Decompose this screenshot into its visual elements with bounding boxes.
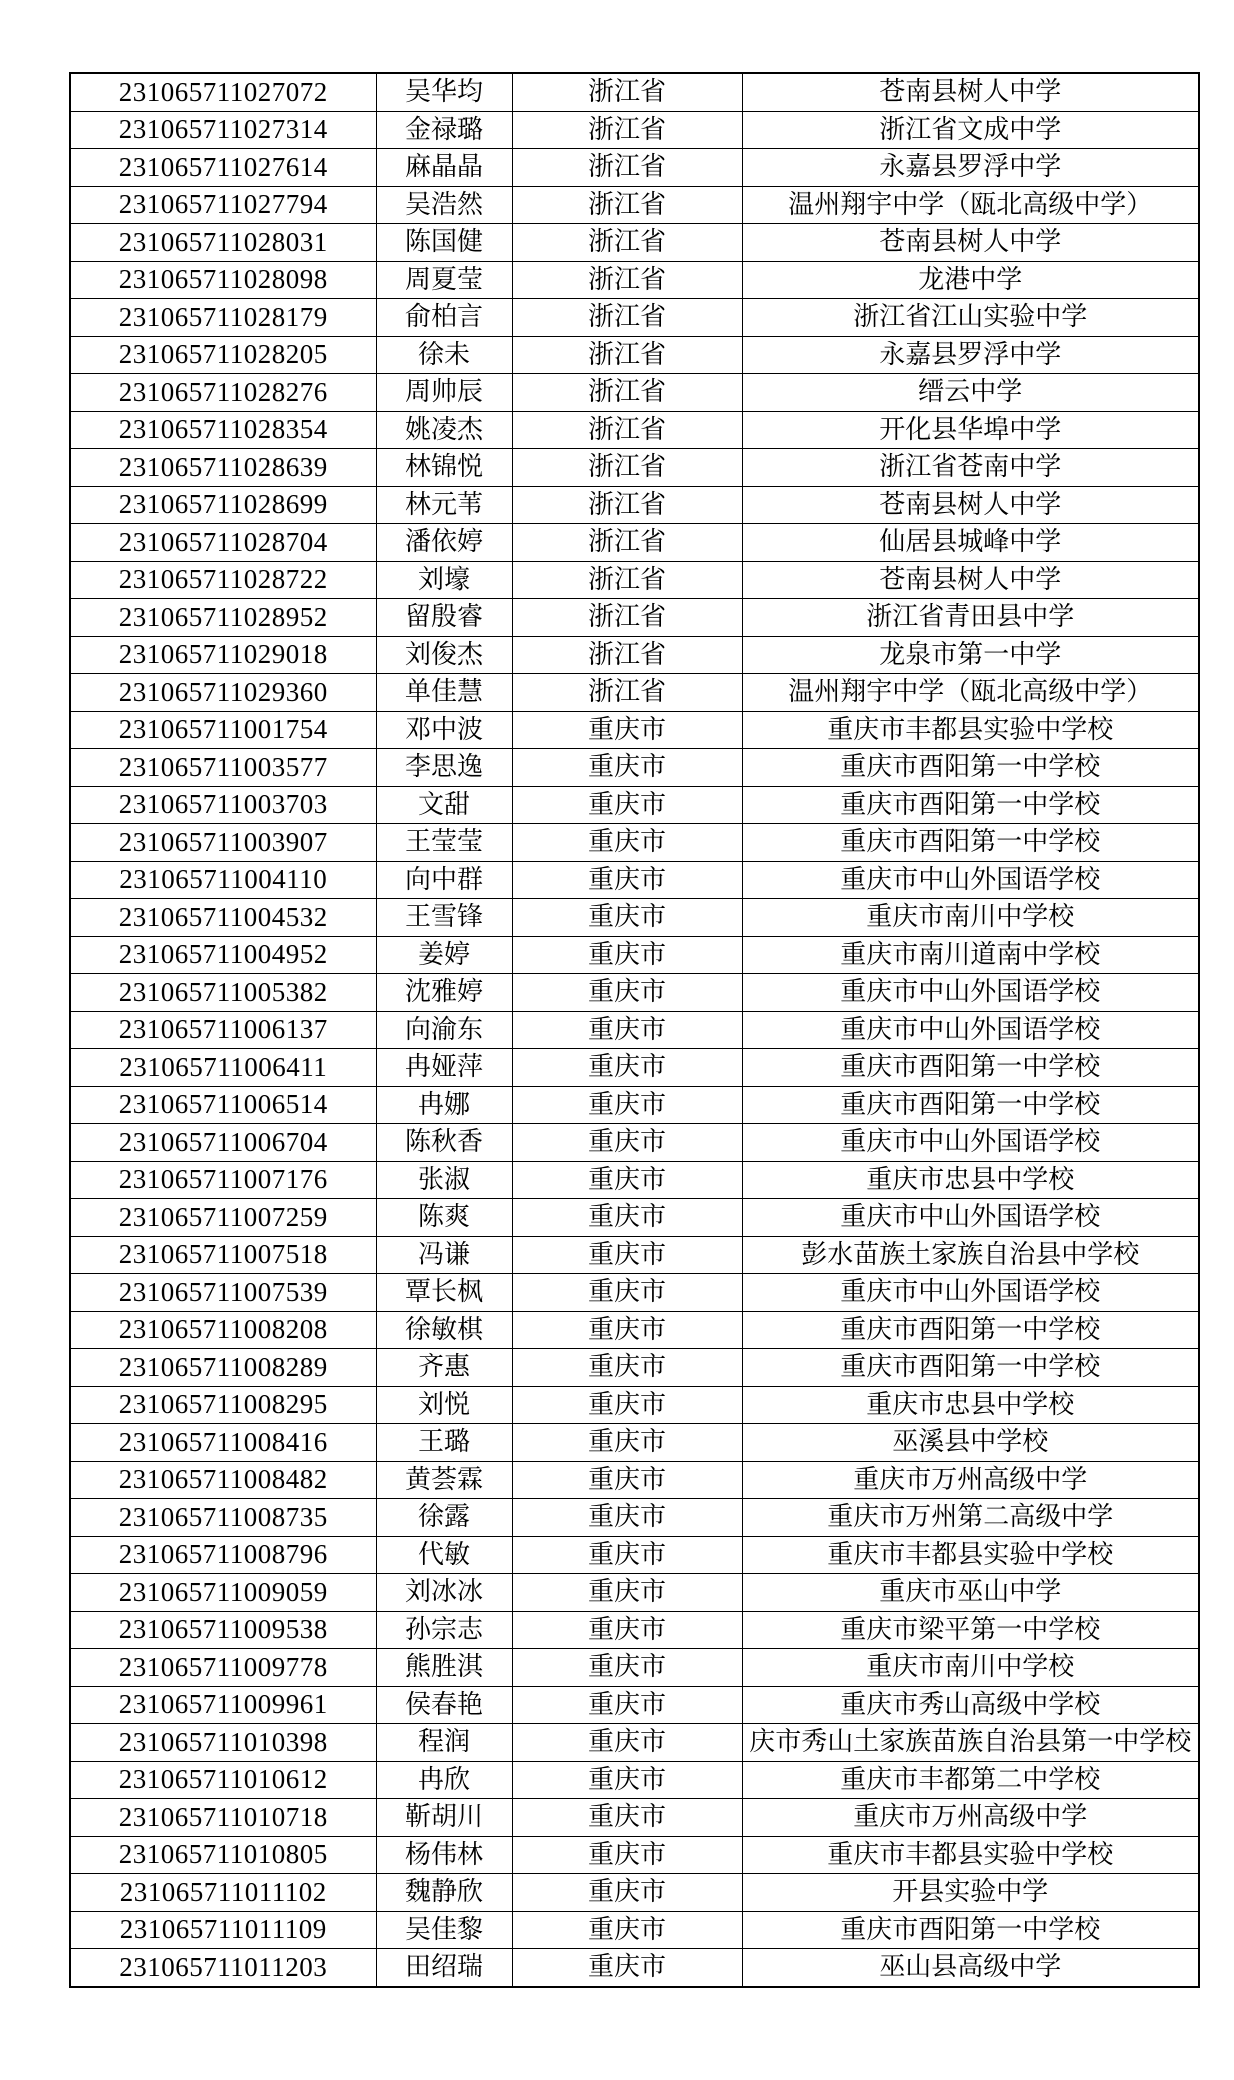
student-name-cell: 程润 [376, 1724, 512, 1762]
school-cell: 重庆市万州第二高级中学 [742, 1499, 1199, 1537]
table-row [70, 1949, 1199, 1987]
table-row [70, 899, 1199, 937]
school-cell: 苍南县树人中学 [742, 561, 1199, 599]
student-name-cell: 邓中波 [376, 711, 512, 749]
exam-id-cell: 231065711010805 [70, 1836, 376, 1874]
exam-id-cell: 231065711008796 [70, 1536, 376, 1574]
table-row [70, 1724, 1199, 1762]
student-name-cell: 周夏莹 [376, 261, 512, 299]
student-name-cell: 王璐 [376, 1424, 512, 1462]
province-cell: 浙江省 [512, 261, 742, 299]
school-cell: 开县实验中学 [742, 1874, 1199, 1912]
table-row [70, 524, 1199, 562]
table-row [70, 674, 1199, 712]
exam-id-cell: 231065711006514 [70, 1086, 376, 1124]
exam-id-cell: 231065711011203 [70, 1949, 376, 1987]
school-cell: 缙云中学 [742, 374, 1199, 412]
table-row [70, 786, 1199, 824]
school-cell: 重庆市中山外国语学校 [742, 1011, 1199, 1049]
exam-id-cell: 231065711011102 [70, 1874, 376, 1912]
exam-id-cell: 231065711006137 [70, 1011, 376, 1049]
province-cell: 重庆市 [512, 1386, 742, 1424]
exam-id-cell: 231065711008289 [70, 1349, 376, 1387]
province-cell: 浙江省 [512, 336, 742, 374]
school-cell: 仙居县城峰中学 [742, 524, 1199, 562]
exam-id-cell: 231065711028098 [70, 261, 376, 299]
student-name-cell: 田绍瑞 [376, 1949, 512, 1987]
school-cell: 重庆市酉阳第一中学校 [742, 786, 1199, 824]
student-name-cell: 李思逸 [376, 749, 512, 787]
province-cell: 浙江省 [512, 73, 742, 111]
province-cell: 重庆市 [512, 1461, 742, 1499]
school-cell: 浙江省江山实验中学 [742, 299, 1199, 337]
student-name-cell: 魏静欣 [376, 1874, 512, 1912]
student-name-cell: 向渝东 [376, 1011, 512, 1049]
student-name-cell: 孙宗志 [376, 1611, 512, 1649]
student-name-cell: 姚凌杰 [376, 411, 512, 449]
table-row [70, 936, 1199, 974]
exam-id-cell: 231065711008735 [70, 1499, 376, 1537]
student-name-cell: 代敏 [376, 1536, 512, 1574]
exam-id-cell: 231065711007259 [70, 1199, 376, 1237]
exam-id-cell: 231065711028952 [70, 599, 376, 637]
student-name-cell: 麻晶晶 [376, 149, 512, 187]
school-cell: 永嘉县罗浮中学 [742, 149, 1199, 187]
school-cell: 重庆市巫山中学 [742, 1574, 1199, 1612]
province-cell: 重庆市 [512, 1049, 742, 1087]
school-cell: 浙江省苍南中学 [742, 449, 1199, 487]
school-cell: 重庆市丰都县实验中学校 [742, 1836, 1199, 1874]
table-row [70, 1536, 1199, 1574]
table-row [70, 73, 1199, 111]
table-row [70, 1161, 1199, 1199]
student-name-cell: 林锦悦 [376, 449, 512, 487]
exam-id-cell: 231065711027314 [70, 111, 376, 149]
table-row [70, 111, 1199, 149]
student-name-cell: 文甜 [376, 786, 512, 824]
student-name-cell: 冯谦 [376, 1236, 512, 1274]
table-row [70, 749, 1199, 787]
province-cell: 重庆市 [512, 1311, 742, 1349]
school-cell: 彭水苗族土家族自治县中学校 [742, 1236, 1199, 1274]
student-name-cell: 沈雅婷 [376, 974, 512, 1012]
exam-id-cell: 231065711010718 [70, 1799, 376, 1837]
school-cell: 重庆市酉阳第一中学校 [742, 1049, 1199, 1087]
table-row [70, 561, 1199, 599]
province-cell: 重庆市 [512, 749, 742, 787]
school-cell: 庆市秀山土家族苗族自治县第一中学校 [742, 1724, 1199, 1762]
province-cell: 浙江省 [512, 149, 742, 187]
table-row [70, 224, 1199, 262]
student-name-cell: 刘悦 [376, 1386, 512, 1424]
exam-id-cell: 231065711006411 [70, 1049, 376, 1087]
school-cell: 重庆市丰都县实验中学校 [742, 711, 1199, 749]
province-cell: 浙江省 [512, 636, 742, 674]
province-cell: 浙江省 [512, 374, 742, 412]
table-row [70, 1386, 1199, 1424]
school-cell: 重庆市中山外国语学校 [742, 1274, 1199, 1312]
province-cell: 重庆市 [512, 1574, 742, 1612]
table-row [70, 1574, 1199, 1612]
exam-id-cell: 231065711029018 [70, 636, 376, 674]
school-cell: 重庆市忠县中学校 [742, 1161, 1199, 1199]
table-row [70, 149, 1199, 187]
student-name-cell: 陈爽 [376, 1199, 512, 1237]
roster-body [70, 73, 1199, 1987]
student-name-cell: 杨伟林 [376, 1836, 512, 1874]
student-name-cell: 张淑 [376, 1161, 512, 1199]
table-row [70, 1799, 1199, 1837]
exam-id-cell: 231065711027072 [70, 73, 376, 111]
table-row [70, 1311, 1199, 1349]
province-cell: 重庆市 [512, 1199, 742, 1237]
exam-id-cell: 231065711028722 [70, 561, 376, 599]
student-name-cell: 陈秋香 [376, 1124, 512, 1162]
table-row [70, 1836, 1199, 1874]
province-cell: 重庆市 [512, 1011, 742, 1049]
school-cell: 重庆市南川道南中学校 [742, 936, 1199, 974]
school-cell: 重庆市南川中学校 [742, 899, 1199, 937]
exam-id-cell: 231065711009778 [70, 1649, 376, 1687]
student-name-cell: 冉欣 [376, 1761, 512, 1799]
table-row [70, 1686, 1199, 1724]
province-cell: 重庆市 [512, 1424, 742, 1462]
exam-id-cell: 231065711009961 [70, 1686, 376, 1724]
province-cell: 浙江省 [512, 186, 742, 224]
exam-id-cell: 231065711010612 [70, 1761, 376, 1799]
province-cell: 重庆市 [512, 1761, 742, 1799]
school-cell: 重庆市丰都县实验中学校 [742, 1536, 1199, 1574]
province-cell: 浙江省 [512, 111, 742, 149]
exam-id-cell: 231065711009059 [70, 1574, 376, 1612]
school-cell: 重庆市酉阳第一中学校 [742, 1311, 1199, 1349]
exam-id-cell: 231065711004952 [70, 936, 376, 974]
table-row [70, 1874, 1199, 1912]
student-name-cell: 刘冰冰 [376, 1574, 512, 1612]
exam-id-cell: 231065711008416 [70, 1424, 376, 1462]
table-row [70, 1424, 1199, 1462]
table-row [70, 1499, 1199, 1537]
student-name-cell: 冉娅萍 [376, 1049, 512, 1087]
province-cell: 重庆市 [512, 1124, 742, 1162]
table-row [70, 336, 1199, 374]
province-cell: 重庆市 [512, 1349, 742, 1387]
student-roster-table [69, 72, 1200, 1988]
table-row [70, 1649, 1199, 1687]
student-name-cell: 吴华均 [376, 73, 512, 111]
school-cell: 开化县华埠中学 [742, 411, 1199, 449]
exam-id-cell: 231065711007539 [70, 1274, 376, 1312]
province-cell: 重庆市 [512, 786, 742, 824]
province-cell: 重庆市 [512, 1649, 742, 1687]
province-cell: 浙江省 [512, 599, 742, 637]
student-name-cell: 刘俊杰 [376, 636, 512, 674]
province-cell: 浙江省 [512, 486, 742, 524]
province-cell: 重庆市 [512, 1724, 742, 1762]
school-cell: 重庆市中山外国语学校 [742, 1124, 1199, 1162]
student-name-cell: 徐敏棋 [376, 1311, 512, 1349]
table-row [70, 599, 1199, 637]
table-row [70, 186, 1199, 224]
exam-id-cell: 231065711028031 [70, 224, 376, 262]
province-cell: 浙江省 [512, 561, 742, 599]
province-cell: 重庆市 [512, 936, 742, 974]
school-cell: 重庆市丰都第二中学校 [742, 1761, 1199, 1799]
table-row [70, 449, 1199, 487]
school-cell: 重庆市万州高级中学 [742, 1799, 1199, 1837]
exam-id-cell: 231065711007176 [70, 1161, 376, 1199]
exam-id-cell: 231065711008482 [70, 1461, 376, 1499]
school-cell: 永嘉县罗浮中学 [742, 336, 1199, 374]
school-cell: 巫山县高级中学 [742, 1949, 1199, 1987]
exam-id-cell: 231065711004532 [70, 899, 376, 937]
province-cell: 重庆市 [512, 1874, 742, 1912]
province-cell: 重庆市 [512, 1499, 742, 1537]
province-cell: 重庆市 [512, 1536, 742, 1574]
student-name-cell: 齐惠 [376, 1349, 512, 1387]
student-name-cell: 侯春艳 [376, 1686, 512, 1724]
table-row [70, 1461, 1199, 1499]
school-cell: 巫溪县中学校 [742, 1424, 1199, 1462]
exam-id-cell: 231065711008295 [70, 1386, 376, 1424]
table-row [70, 299, 1199, 337]
table-row [70, 1349, 1199, 1387]
table-row [70, 711, 1199, 749]
school-cell: 重庆市酉阳第一中学校 [742, 749, 1199, 787]
school-cell: 重庆市中山外国语学校 [742, 1199, 1199, 1237]
school-cell: 重庆市酉阳第一中学校 [742, 1349, 1199, 1387]
school-cell: 重庆市秀山高级中学校 [742, 1686, 1199, 1724]
table-row [70, 1911, 1199, 1949]
school-cell: 温州翔宇中学（瓯北高级中学） [742, 186, 1199, 224]
school-cell: 重庆市南川中学校 [742, 1649, 1199, 1687]
table-row [70, 1236, 1199, 1274]
school-cell: 重庆市酉阳第一中学校 [742, 1911, 1199, 1949]
school-cell: 龙泉市第一中学 [742, 636, 1199, 674]
province-cell: 重庆市 [512, 1686, 742, 1724]
exam-id-cell: 231065711028205 [70, 336, 376, 374]
student-name-cell: 姜婷 [376, 936, 512, 974]
table-row [70, 1761, 1199, 1799]
table-row [70, 486, 1199, 524]
province-cell: 浙江省 [512, 224, 742, 262]
school-cell: 重庆市酉阳第一中学校 [742, 824, 1199, 862]
student-name-cell: 徐露 [376, 1499, 512, 1537]
province-cell: 重庆市 [512, 1836, 742, 1874]
province-cell: 重庆市 [512, 1086, 742, 1124]
school-cell: 浙江省文成中学 [742, 111, 1199, 149]
school-cell: 重庆市忠县中学校 [742, 1386, 1199, 1424]
province-cell: 重庆市 [512, 711, 742, 749]
student-name-cell: 靳胡川 [376, 1799, 512, 1837]
student-name-cell: 周帅辰 [376, 374, 512, 412]
exam-id-cell: 231065711028354 [70, 411, 376, 449]
student-name-cell: 金禄璐 [376, 111, 512, 149]
table-row [70, 1274, 1199, 1312]
exam-id-cell: 231065711006704 [70, 1124, 376, 1162]
exam-id-cell: 231065711027794 [70, 186, 376, 224]
province-cell: 重庆市 [512, 1236, 742, 1274]
table-row [70, 411, 1199, 449]
exam-id-cell: 231065711027614 [70, 149, 376, 187]
table-row [70, 1011, 1199, 1049]
table-row [70, 261, 1199, 299]
province-cell: 重庆市 [512, 1611, 742, 1649]
province-cell: 重庆市 [512, 1161, 742, 1199]
table-row [70, 824, 1199, 862]
table-row [70, 1199, 1199, 1237]
exam-id-cell: 231065711005382 [70, 974, 376, 1012]
exam-id-cell: 231065711029360 [70, 674, 376, 712]
school-cell: 苍南县树人中学 [742, 224, 1199, 262]
province-cell: 浙江省 [512, 524, 742, 562]
province-cell: 重庆市 [512, 1911, 742, 1949]
student-name-cell: 向中群 [376, 861, 512, 899]
exam-id-cell: 231065711003577 [70, 749, 376, 787]
exam-id-cell: 231065711001754 [70, 711, 376, 749]
student-name-cell: 徐未 [376, 336, 512, 374]
province-cell: 重庆市 [512, 1274, 742, 1312]
province-cell: 浙江省 [512, 299, 742, 337]
exam-id-cell: 231065711028639 [70, 449, 376, 487]
school-cell: 重庆市酉阳第一中学校 [742, 1086, 1199, 1124]
province-cell: 重庆市 [512, 1949, 742, 1987]
exam-id-cell: 231065711028276 [70, 374, 376, 412]
province-cell: 浙江省 [512, 411, 742, 449]
table-row [70, 1049, 1199, 1087]
table-row [70, 1086, 1199, 1124]
table-row [70, 374, 1199, 412]
school-cell: 重庆市中山外国语学校 [742, 974, 1199, 1012]
school-cell: 龙港中学 [742, 261, 1199, 299]
province-cell: 重庆市 [512, 974, 742, 1012]
student-name-cell: 王莹莹 [376, 824, 512, 862]
student-name-cell: 熊胜淇 [376, 1649, 512, 1687]
school-cell: 重庆市中山外国语学校 [742, 861, 1199, 899]
exam-id-cell: 231065711010398 [70, 1724, 376, 1762]
province-cell: 浙江省 [512, 674, 742, 712]
exam-id-cell: 231065711008208 [70, 1311, 376, 1349]
school-cell: 苍南县树人中学 [742, 486, 1199, 524]
province-cell: 重庆市 [512, 1799, 742, 1837]
table-row [70, 636, 1199, 674]
school-cell: 苍南县树人中学 [742, 73, 1199, 111]
student-name-cell: 陈国健 [376, 224, 512, 262]
student-name-cell: 覃长枫 [376, 1274, 512, 1312]
exam-id-cell: 231065711011109 [70, 1911, 376, 1949]
table-row [70, 974, 1199, 1012]
school-cell: 重庆市万州高级中学 [742, 1461, 1199, 1499]
student-name-cell: 林元苇 [376, 486, 512, 524]
school-cell: 浙江省青田县中学 [742, 599, 1199, 637]
student-name-cell: 吴佳黎 [376, 1911, 512, 1949]
roster-sheet [69, 72, 1198, 1988]
student-name-cell: 王雪锋 [376, 899, 512, 937]
student-name-cell: 冉娜 [376, 1086, 512, 1124]
student-name-cell: 单佳慧 [376, 674, 512, 712]
student-name-cell: 刘壕 [376, 561, 512, 599]
school-cell: 温州翔宇中学（瓯北高级中学） [742, 674, 1199, 712]
exam-id-cell: 231065711003907 [70, 824, 376, 862]
province-cell: 重庆市 [512, 899, 742, 937]
table-row [70, 1611, 1199, 1649]
student-name-cell: 黄荟霖 [376, 1461, 512, 1499]
exam-id-cell: 231065711028179 [70, 299, 376, 337]
exam-id-cell: 231065711028699 [70, 486, 376, 524]
student-name-cell: 吴浩然 [376, 186, 512, 224]
exam-id-cell: 231065711007518 [70, 1236, 376, 1274]
table-row [70, 861, 1199, 899]
exam-id-cell: 231065711004110 [70, 861, 376, 899]
student-name-cell: 留殷睿 [376, 599, 512, 637]
student-name-cell: 俞柏言 [376, 299, 512, 337]
province-cell: 浙江省 [512, 449, 742, 487]
table-row [70, 1124, 1199, 1162]
school-cell: 重庆市梁平第一中学校 [742, 1611, 1199, 1649]
exam-id-cell: 231065711028704 [70, 524, 376, 562]
exam-id-cell: 231065711003703 [70, 786, 376, 824]
province-cell: 重庆市 [512, 824, 742, 862]
student-name-cell: 潘依婷 [376, 524, 512, 562]
exam-id-cell: 231065711009538 [70, 1611, 376, 1649]
province-cell: 重庆市 [512, 861, 742, 899]
